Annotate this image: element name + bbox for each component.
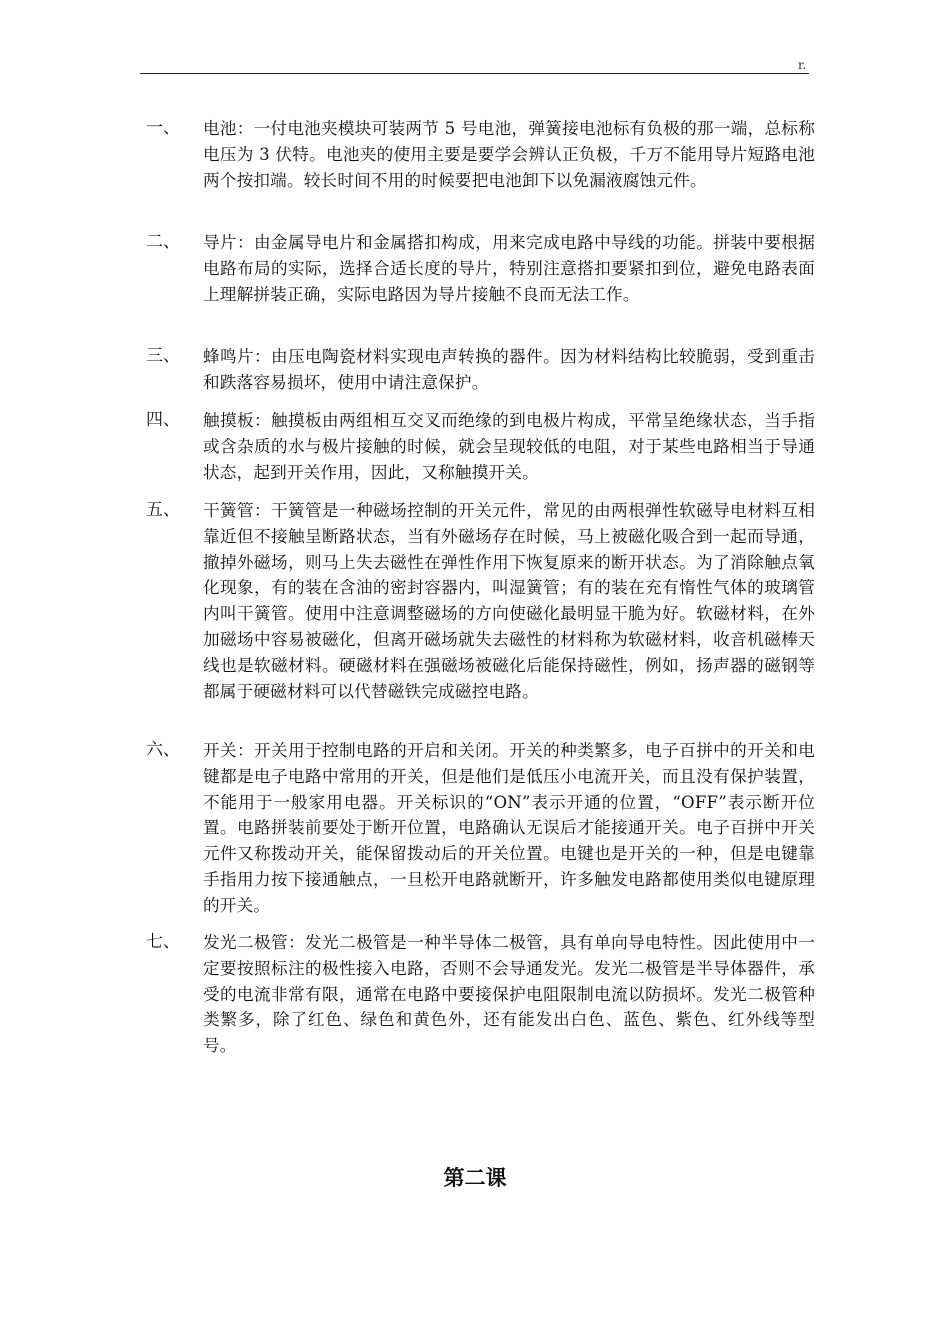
item-text: 导片：由金属导电片和金属搭扣构成，用来完成电路中导线的功能。拼装中要根据电路布局的实际，选择合适长度的导片，特别注意搭扣要紧扣到位，避免电路表面上理解拼装正确，实际电路因为导片接触不良而无法工作。 <box>203 233 815 304</box>
item-number: 五、 <box>146 500 180 520</box>
item-text: 开关：开关用于控制电路的开启和关闭。开关的种类繁多，电子百拼中的开关和电键都是电子电路中常用的开关，但是他们是低压小电流开关，而且没有保护装置，不能用于一般家用电器。开关标识的“ON”表示开通的位置，“OFF”表示断开位置。电路拼装前要处于断开位置，电路确认无误后才能接通开关。电子百拼中开关元件又称拨动开关，能保留拨动后的开关位置。电键也是开关的一种，但是电键靠手指用力按下接通触点，一旦松开电路就断开，许多触发电路都使用类似电键原理的开关。 <box>203 741 815 915</box>
item-text: 干簧管：干簧管是一种磁场控制的开关元件，常见的由两根弹性软磁导电材料互相靠近但不接触呈断路状态，当有外磁场存在时候，马上被磁化吸合到一起而导通，撤掉外磁场，则马上失去磁性在弹性作用下恢复原来的断开状态。为了消除触点氧化现象，有的装在含油的密封容器内，叫湿簧管；有的装在充有惰性气体的玻璃管内叫干簧管。使用中注意调整磁场的方向使磁化最明显干脆为好。软磁材料，在外加磁场中容易被磁化，但离开磁场就失去磁性的材料称为软磁材料，收音机磁棒天线也是软磁材料。硬磁材料在强磁场被磁化后能保持磁性，例如，扬声器的磁钢等都属于硬磁材料可以代替磁铁完成磁控电路。 <box>203 501 815 701</box>
header-rule <box>140 73 809 74</box>
item-number: 四、 <box>146 410 180 430</box>
item-text: 蜂鸣片：由压电陶瓷材料实现电声转换的器件。因为材料结构比较脆弱，受到重击和跌落容易损坏，使用中请注意保护。 <box>203 347 815 392</box>
item-text: 电池：一付电池夹模块可装两节 5 号电池，弹簧接电池标有负极的那一端，总标称电压为 3 伏特。电池夹的使用主要是要学会辨认正负极，千万不能用导片短路电池两个按扣端。较长时间不用的时候要把电池卸下以免漏液腐蚀元件。 <box>203 119 815 190</box>
lesson-title: 第二课 <box>443 1165 507 1190</box>
item-text: 触摸板：触摸板由两组相互交叉而绝缘的到电极片构成，平常呈绝缘状态，当手指或含杂质的水与极片接触的时候，就会呈现较低的电阻，对于某些电路相当于导通状态，起到开关作用，因此，又称触摸开关。 <box>203 411 815 482</box>
item-number: 一、 <box>146 118 180 138</box>
header-mark: r. <box>798 58 807 72</box>
item-number: 七、 <box>146 932 180 952</box>
item-number: 六、 <box>146 740 180 760</box>
item-text: 发光二极管：发光二极管是一种半导体二极管，具有单向导电特性。因此使用中一定要按照标注的极性接入电路，否则不会导通发光。发光二极管是半导体器件，承受的电流非常有限，通常在电路中要接保护电阻限制电流以防损坏。发光二极管种类繁多，除了红色、绿色和黄色外，还有能发出白色、蓝色、紫色、红外线等型号。 <box>203 933 815 1056</box>
item-number: 三、 <box>146 346 180 366</box>
item-number: 二、 <box>146 232 180 252</box>
